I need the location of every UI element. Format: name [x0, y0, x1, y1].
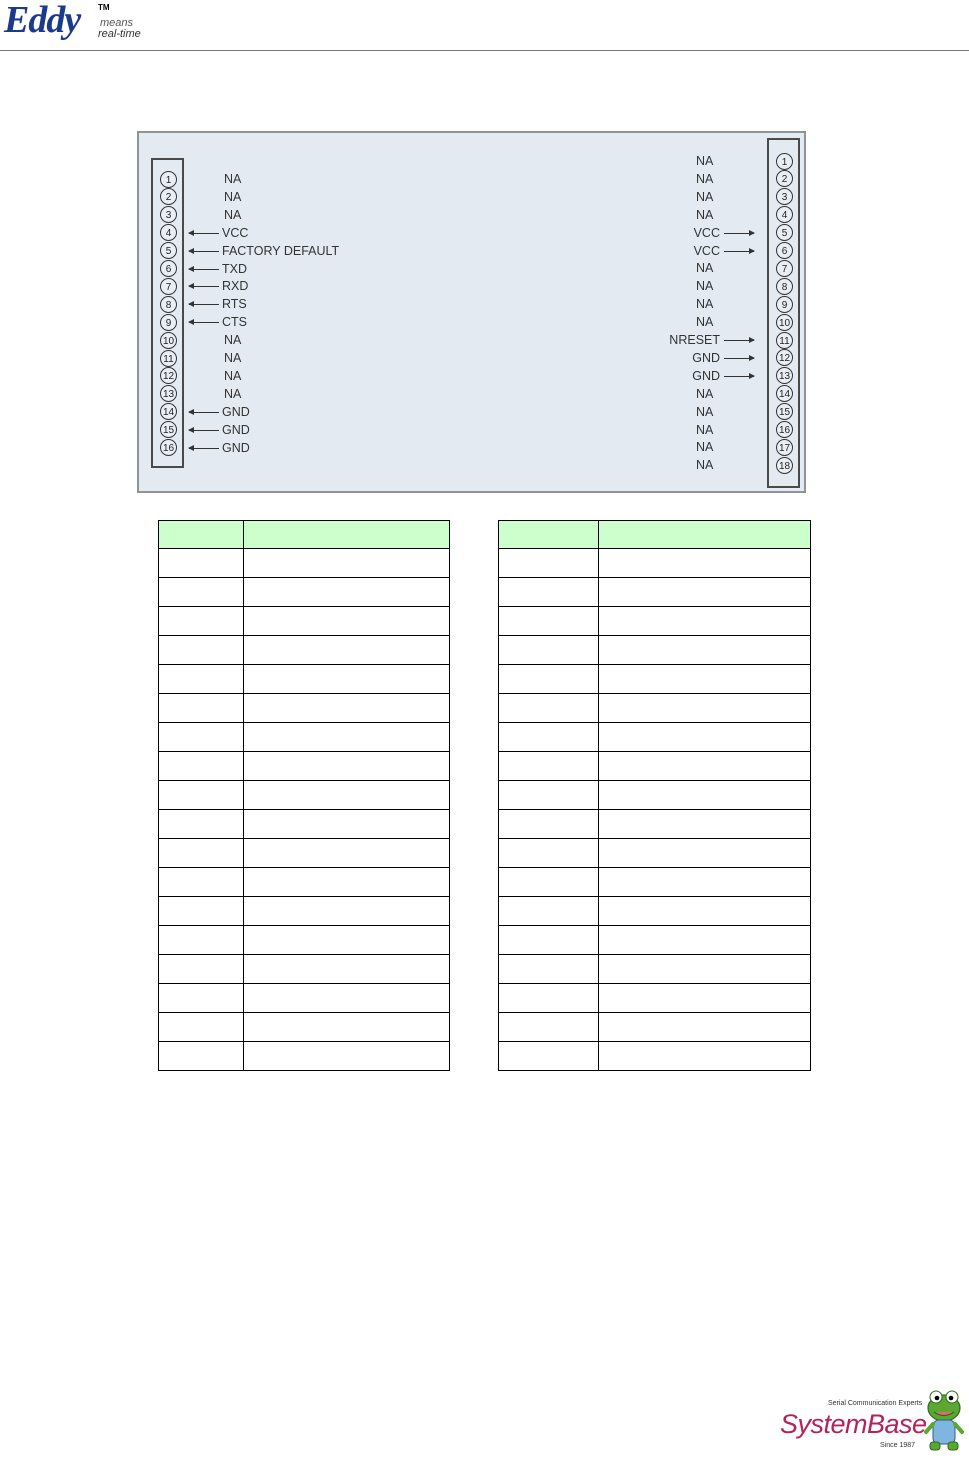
- pin-signal-cell: [244, 578, 450, 607]
- pin-signal-cell: [244, 926, 450, 955]
- pin-number-cell: [159, 1013, 244, 1042]
- left-signal-label: NA: [224, 172, 242, 186]
- right-pin-2-icon: 2: [776, 170, 793, 187]
- table-row: [499, 578, 811, 607]
- table-row: [499, 955, 811, 984]
- pin-number-cell: [499, 1013, 599, 1042]
- pin-number-cell: [159, 752, 244, 781]
- table-row: [499, 752, 811, 781]
- right-pin-8-icon: 8: [776, 278, 793, 295]
- right-pin-15-icon: 15: [776, 403, 793, 420]
- table-row: [499, 810, 811, 839]
- table-row: [499, 1013, 811, 1042]
- pin-signal-cell: [599, 723, 811, 752]
- left-signal-label: NA: [224, 189, 242, 204]
- arrow-left-icon: [189, 286, 219, 287]
- right-signal-label: NA: [696, 279, 714, 294]
- pin-signal-cell: [599, 839, 811, 868]
- pin-number-cell: [159, 984, 244, 1013]
- table-row: [159, 955, 450, 984]
- table-row: [159, 810, 450, 839]
- right-pin-12-icon: 12: [776, 349, 793, 366]
- left-pin-6-icon: 6: [160, 260, 177, 277]
- table-row: [499, 839, 811, 868]
- pin-number-cell: [499, 578, 599, 607]
- arrow-right-icon: [724, 340, 754, 341]
- pin-number-cell: [159, 723, 244, 752]
- arrow-right-icon: [724, 233, 754, 234]
- systembase-brand: SystemBase: [780, 1409, 927, 1439]
- pin-number-cell: [159, 926, 244, 955]
- table-row: [159, 897, 450, 926]
- right-pin-9-icon: 9: [776, 296, 793, 313]
- pin-signal-cell: [244, 636, 450, 665]
- left-pin-3-icon: 3: [160, 206, 177, 223]
- pin-number-cell: [159, 1042, 244, 1071]
- arrow-right-icon: [724, 376, 754, 377]
- pin-signal-cell: [599, 955, 811, 984]
- arrow-left-icon: [189, 322, 219, 323]
- table-row: [499, 984, 811, 1013]
- pin-number-cell: [159, 665, 244, 694]
- right-signal-label: NA: [696, 315, 714, 330]
- left-signal-label: TXD: [222, 261, 247, 276]
- right-signal-label: VCC: [693, 225, 720, 240]
- table-row: [499, 868, 811, 897]
- pin-signal-cell: [599, 897, 811, 926]
- left-signal-label: NA: [224, 333, 242, 348]
- left-signal-label: NA: [224, 351, 242, 365]
- table-row: [499, 1042, 811, 1071]
- pin-signal-cell: [244, 694, 450, 723]
- table-row: [159, 926, 450, 955]
- table-row: [499, 897, 811, 926]
- table-row: [159, 694, 450, 723]
- pin-signal-cell: [244, 810, 450, 839]
- arrow-left-icon: [189, 304, 219, 305]
- right-pin-3-icon: 3: [776, 188, 793, 205]
- right-pin-1-icon: 1: [776, 153, 793, 170]
- table-row: [159, 781, 450, 810]
- table-row: [159, 665, 450, 694]
- frog-mascot-icon: [922, 1388, 967, 1454]
- pin-number-cell: [499, 810, 599, 839]
- right-pin-7-icon: 7: [776, 260, 793, 277]
- arrow-left-icon: [189, 412, 219, 413]
- pin-number-cell: [499, 1042, 599, 1071]
- pin-number-cell: [499, 607, 599, 636]
- pin-signal-cell: [244, 955, 450, 984]
- table-row: [159, 578, 450, 607]
- pin-number-cell: [159, 868, 244, 897]
- pin-signal-cell: [599, 1042, 811, 1071]
- systembase-since: Since 1987: [880, 1442, 916, 1449]
- table-header-row: [159, 521, 450, 549]
- right-pin-18-icon: 18: [776, 457, 793, 474]
- pin-signal-cell: [244, 781, 450, 810]
- header-divider: [0, 50, 969, 51]
- table-header-row: [499, 521, 811, 549]
- table-row: [499, 549, 811, 578]
- left-pin-5-icon: 5: [160, 242, 177, 259]
- logo-tagline-realtime: real-time: [98, 28, 141, 40]
- pin-number-cell: [499, 636, 599, 665]
- right-signal-label: NA: [696, 422, 714, 437]
- pin-signal-cell: [244, 665, 450, 694]
- pin-number-cell: [499, 955, 599, 984]
- left-signal-label: RXD: [222, 279, 249, 294]
- table-row: [159, 549, 450, 578]
- pin-number-cell: [159, 549, 244, 578]
- left-pin-7-icon: 7: [160, 278, 177, 295]
- pin-signal-cell: [244, 549, 450, 578]
- table-header-cell: [244, 521, 450, 549]
- right-signal-label: NA: [696, 171, 714, 186]
- left-pin-8-icon: 8: [160, 296, 177, 313]
- table-row: [159, 839, 450, 868]
- pin-signal-cell: [599, 1013, 811, 1042]
- right-signal-label: NA: [696, 154, 714, 168]
- right-pin-13-icon: 13: [776, 367, 793, 384]
- left-signal-label: GND: [222, 404, 250, 419]
- pin-number-cell: [159, 810, 244, 839]
- right-pin-4-icon: 4: [776, 206, 793, 223]
- right-pin-10-icon: 10: [776, 314, 793, 331]
- arrow-left-icon: [189, 448, 219, 449]
- right-pin-table: [498, 520, 811, 1071]
- pin-signal-cell: [599, 636, 811, 665]
- right-signal-label: NA: [696, 458, 714, 473]
- right-signal-label: NA: [696, 189, 714, 204]
- table-row: [159, 1013, 450, 1042]
- arrow-left-icon: [189, 251, 219, 252]
- table-row: [499, 694, 811, 723]
- pin-signal-cell: [244, 752, 450, 781]
- pin-signal-cell: [599, 752, 811, 781]
- left-signal-label: NA: [224, 386, 242, 401]
- right-signal-label: VCC: [693, 243, 720, 258]
- pin-signal-cell: [244, 723, 450, 752]
- right-signal-label: NA: [696, 386, 714, 401]
- pin-signal-cell: [599, 984, 811, 1013]
- table-row: [499, 665, 811, 694]
- table-row: [499, 723, 811, 752]
- trademark-mark: TM: [98, 3, 110, 12]
- right-signal-label: NA: [696, 261, 714, 276]
- right-signal-label: NA: [696, 297, 714, 312]
- systembase-tagline: Serial Communication Experts: [828, 1400, 923, 1407]
- arrow-left-icon: [189, 233, 219, 234]
- right-pin-6-icon: 6: [776, 242, 793, 259]
- pin-number-cell: [159, 897, 244, 926]
- right-pin-17-icon: 17: [776, 439, 793, 456]
- pin-signal-cell: [244, 984, 450, 1013]
- table-row: [159, 607, 450, 636]
- left-pin-9-icon: 9: [160, 314, 177, 331]
- pin-signal-cell: [599, 665, 811, 694]
- left-signal-label: GND: [222, 422, 250, 437]
- left-pin-2-icon: 2: [160, 188, 177, 205]
- pin-number-cell: [499, 694, 599, 723]
- pin-number-cell: [499, 723, 599, 752]
- table-header-cell: [599, 521, 811, 549]
- pin-number-cell: [499, 839, 599, 868]
- right-signal-label: GND: [692, 350, 720, 365]
- left-pin-table: [158, 520, 450, 1071]
- table-row: [159, 636, 450, 665]
- pin-number-cell: [499, 549, 599, 578]
- table-header-cell: [499, 521, 599, 549]
- pin-signal-cell: [599, 810, 811, 839]
- table-row: [159, 868, 450, 897]
- table-row: [159, 723, 450, 752]
- left-pin-11-icon: 11: [160, 350, 177, 367]
- eddy-logo-text: Eddy: [4, 0, 81, 41]
- pin-number-cell: [159, 578, 244, 607]
- pin-signal-cell: [244, 1013, 450, 1042]
- right-signal-label: NA: [696, 440, 714, 455]
- pin-signal-cell: [599, 549, 811, 578]
- arrow-right-icon: [724, 358, 754, 359]
- left-signal-label: CTS: [222, 315, 247, 330]
- pin-number-cell: [159, 607, 244, 636]
- pin-signal-cell: [244, 897, 450, 926]
- left-pin-14-icon: 14: [160, 403, 177, 420]
- table-row: [159, 1042, 450, 1071]
- pin-number-cell: [499, 665, 599, 694]
- pin-number-cell: [159, 694, 244, 723]
- right-signal-label: GND: [692, 368, 720, 383]
- table-row: [499, 636, 811, 665]
- pin-number-cell: [159, 781, 244, 810]
- left-signal-label: FACTORY DEFAULT: [222, 243, 340, 258]
- right-pin-16-icon: 16: [776, 421, 793, 438]
- right-signal-label: NRESET: [669, 333, 720, 347]
- pin-signal-cell: [244, 607, 450, 636]
- pin-number-cell: [499, 781, 599, 810]
- left-signal-label: VCC: [222, 225, 249, 240]
- pin-number-cell: [159, 955, 244, 984]
- pin-number-cell: [499, 868, 599, 897]
- left-signal-label: RTS: [222, 297, 247, 312]
- table-row: [499, 607, 811, 636]
- table-row: [159, 984, 450, 1013]
- pin-signal-cell: [244, 1042, 450, 1071]
- pin-number-cell: [499, 926, 599, 955]
- left-signal-label: GND: [222, 440, 250, 455]
- pin-signal-cell: [244, 868, 450, 897]
- arrow-left-icon: [189, 430, 219, 431]
- arrow-right-icon: [724, 251, 754, 252]
- right-pin-14-icon: 14: [776, 385, 793, 402]
- pin-number-cell: [159, 839, 244, 868]
- pin-signal-cell: [244, 839, 450, 868]
- left-pin-10-icon: 10: [160, 332, 177, 349]
- pin-number-cell: [499, 984, 599, 1013]
- left-signal-label: NA: [224, 368, 242, 383]
- left-signal-label: NA: [224, 207, 242, 222]
- table-row: [499, 926, 811, 955]
- left-pin-1-icon: 1: [160, 171, 177, 188]
- right-pin-11-icon: 11: [776, 332, 793, 349]
- table-row: [159, 752, 450, 781]
- pin-signal-cell: [599, 781, 811, 810]
- left-pin-13-icon: 13: [160, 385, 177, 402]
- pin-signal-cell: [599, 578, 811, 607]
- pin-signal-cell: [599, 868, 811, 897]
- pin-signal-cell: [599, 926, 811, 955]
- left-pin-12-icon: 12: [160, 367, 177, 384]
- pin-signal-cell: [599, 607, 811, 636]
- right-signal-label: NA: [696, 207, 714, 222]
- left-pin-4-icon: 4: [160, 224, 177, 241]
- pin-number-cell: [499, 897, 599, 926]
- pin-number-cell: [499, 752, 599, 781]
- right-pin-5-icon: 5: [776, 224, 793, 241]
- right-signal-label: NA: [696, 404, 714, 419]
- pin-number-cell: [159, 636, 244, 665]
- arrow-left-icon: [189, 269, 219, 270]
- pin-signal-cell: [599, 694, 811, 723]
- left-pin-15-icon: 15: [160, 421, 177, 438]
- logo-tagline-means: means: [100, 17, 134, 29]
- table-row: [499, 781, 811, 810]
- table-header-cell: [159, 521, 244, 549]
- left-pin-16-icon: 16: [160, 439, 177, 456]
